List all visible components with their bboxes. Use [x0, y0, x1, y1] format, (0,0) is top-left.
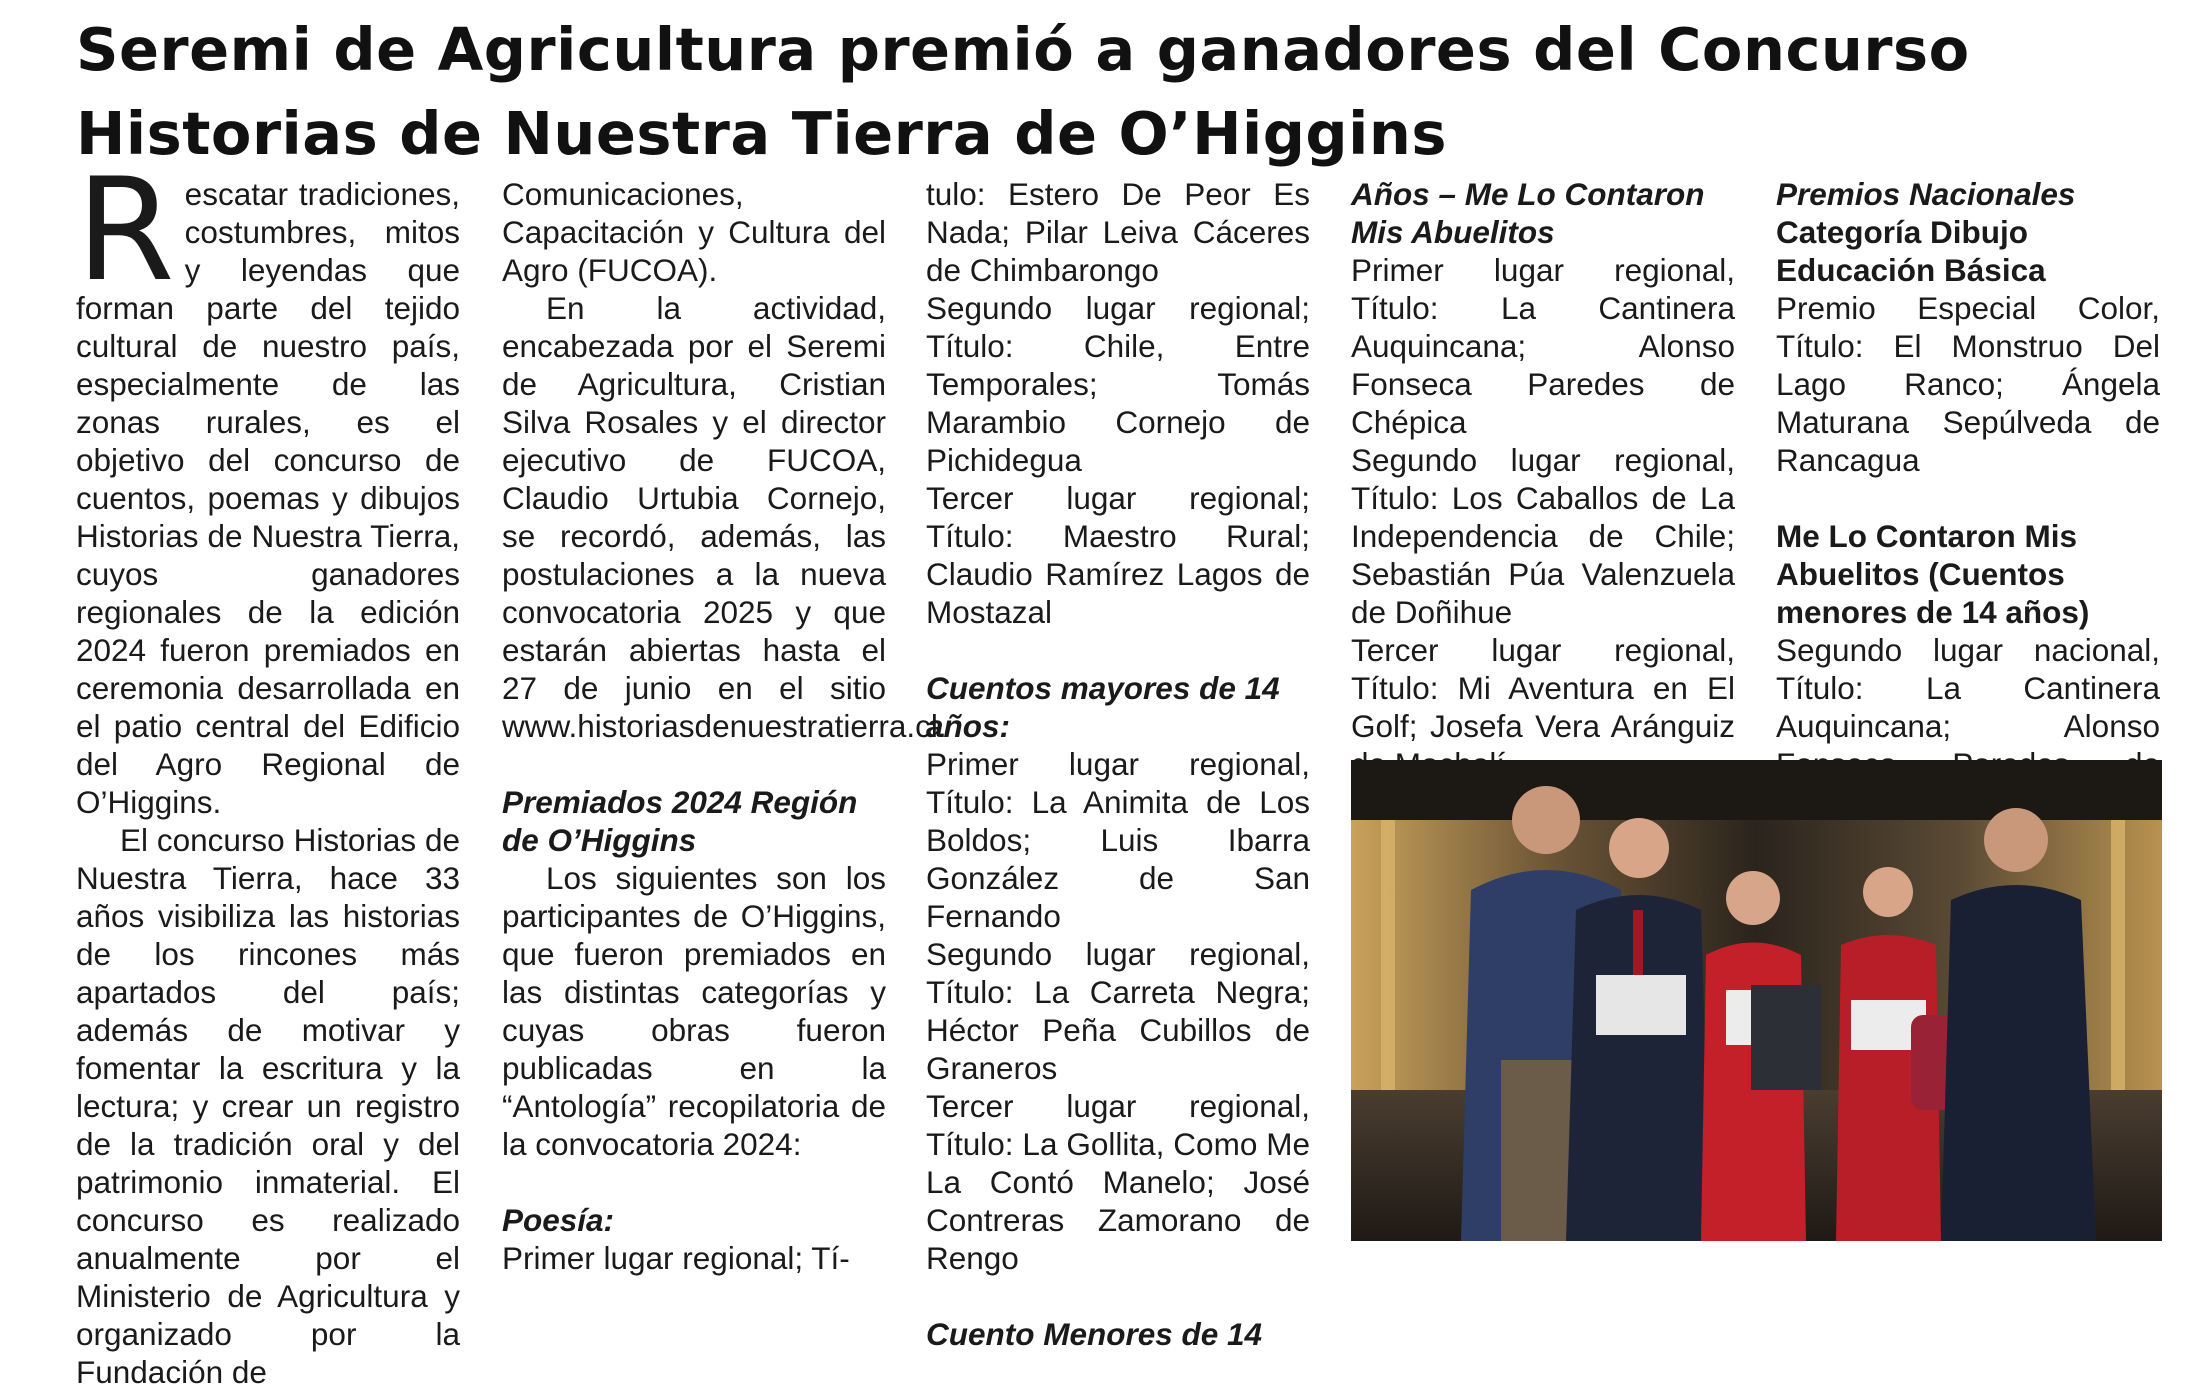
paragraph: Segundo lugar regional; Título: Chile, Entre Temporales; Tomás Marambio Cornejo de Pichidegua	[926, 290, 1310, 478]
subheading: Cuento Menores de 14	[926, 1316, 1263, 1352]
paragraph: Segundo lugar regional, Título: La Carreta Negra; Héctor Peña Cubillos de Graneros	[926, 936, 1310, 1086]
column-1	[76, 148, 460, 1391]
drop-cap: R	[76, 148, 175, 313]
paragraph: Primer lugar regional; Tí-	[502, 1240, 850, 1276]
paragraph: Premio Especial Color, Título: El Monstruo Del Lago Ranco; Ángela Maturana Sepúlveda de Rancagua	[1776, 290, 2160, 478]
subheading: Me Lo Contaron Mis Abuelitos (Cuentos menores de 14 años)	[1776, 518, 2090, 630]
paragraph: Segundo lugar regional, Título: Los Caballos de La Independencia de Chile; Sebastián Púa Valenzuela de Doñihue	[1351, 442, 1735, 630]
headline-line-1: Seremi de Agricultura premió a ganadores del Concurso	[76, 15, 1970, 84]
paragraph: Los siguientes son los participantes de O’Higgins, que fueron premiados en las distintas categorías y cuyas obras fueron publicadas en la “Antología” recopilatoria de la convocatoria 2024:	[502, 860, 886, 1162]
column-3	[926, 175, 1310, 1353]
article-headline	[76, 8, 2136, 176]
subheading: Categoría Dibujo Educación Básica	[1776, 214, 2046, 288]
subheading: Premiados 2024 Región de O’Higgins	[502, 784, 858, 858]
column-5	[1776, 175, 2160, 821]
paragraph: Tercer lugar regional, Título: La Gollita, Como Me La Contó Manelo; José Contreras Zamorano de Rengo	[926, 1088, 1310, 1276]
column-2	[502, 175, 947, 1277]
photo-illustration	[1351, 760, 2162, 1241]
headline-line-2: Historias de Nuestra Tierra de O’Higgins	[76, 99, 1448, 168]
subheading: Poesía:	[502, 1202, 615, 1238]
subheading: Años – Me Lo Contaron Mis Abuelitos	[1351, 176, 1705, 250]
subheading: Premios Nacionales	[1776, 176, 2076, 212]
paragraph: En la actividad, encabezada por el Seremi de Agricultura, Cristian Silva Rosales y el director ejecutivo de FUCOA, Claudio Urtubia Cornejo, se recordó, además, las postulaciones a la nueva convocatoria 2025 y que estarán abiertas hasta el 27 de junio en el sitio www.historiasdenuestratierra.cl.	[502, 290, 947, 744]
paragraph: tulo: Estero De Peor Es Nada; Pilar Leiva Cáceres de Chimbarongo	[926, 176, 1310, 288]
paragraph: Segundo lugar nacional, Título: La Cantinera Auquincana; Alonso	[1776, 632, 2160, 744]
column-4	[1351, 175, 1735, 783]
paragraph: Comunicaciones, Capacitación y Cultura del Agro (FUCOA).	[502, 176, 886, 288]
paragraph: Tercer lugar regional; Título: Maestro Rural; Claudio Ramírez Lagos de Mostazal	[926, 480, 1310, 630]
paragraph: El concurso Historias de Nuestra Tierra, hace 33 años visibiliza las historias de los rincones más apartados del país; además de motivar y fomentar la escritura y la lectura; y crear un registro de la tradición oral y del patrimonio inmaterial. El concurso es realizado anualmente por el Ministerio de Agricultura y organizado por la Fundación de	[76, 822, 460, 1390]
subheading: Cuentos mayores de 14 años:	[926, 670, 1280, 744]
paragraph: Tercer lugar regional, Título: Mi Aventura en El Golf; Josefa Vera Aránguiz	[1351, 632, 1735, 744]
article-photo	[1351, 760, 2162, 1241]
paragraph: Primer lugar regional, Título: La Animita de Los Boldos; Luis Ibarra González de San Fernando	[926, 746, 1310, 934]
paragraph: Rescatar tradiciones, costumbres, mitos y leyendas que forman parte del tejido cultural de nuestro país, especialmente de las zonas rurales, es el objetivo del concurso de cuentos, poemas y dibujos Historias de Nuestra Tierra, cuyos ganadores regionales de la edición 2024 fueron premiados en ceremonia desarrollada en el patio central del Edificio del Agro Regional de O’Higgins.	[76, 148, 460, 820]
paragraph: Primer lugar regional, Título: La Cantinera Auquincana; Alonso Fonseca Paredes de Chépica	[1351, 252, 1735, 440]
